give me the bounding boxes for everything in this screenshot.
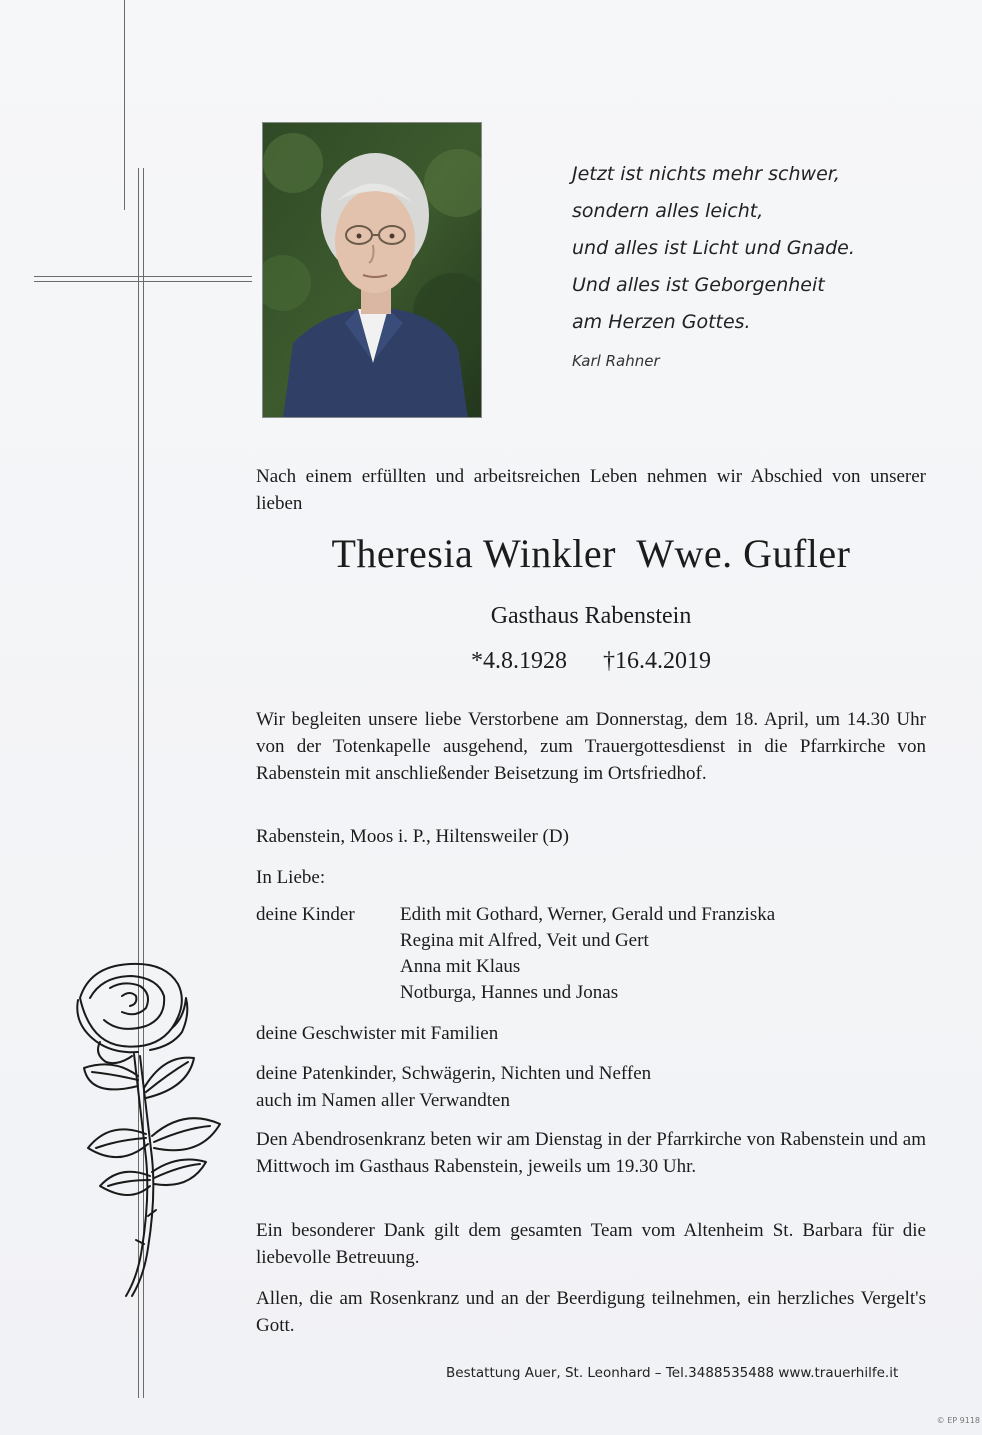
relatives-text: auch im Namen aller Verwandten <box>256 1090 510 1111</box>
poem <box>572 156 952 341</box>
poem-line: sondern alles leicht, <box>572 200 764 222</box>
children-line: Regina mit Alfred, Veit und Gert <box>400 930 649 951</box>
godchildren-block <box>256 1060 926 1114</box>
children-line: Notburga, Hannes und Jonas <box>400 982 619 1003</box>
rosary-text: Den Abendrosenkranz beten wir am Dienstag in der Pfarrkirche von Rabenstein und am Mittwoch im Gasthaus Rabenstein, jeweils um 19.30 Uhr. <box>256 1129 926 1177</box>
godchildren-text: deine Patenkinder, Schwägerin, Nichten und Neffen <box>256 1063 652 1084</box>
places-text: Rabenstein, Moos i. P., Hiltensweiler (D) <box>256 826 569 847</box>
cross-line <box>124 0 125 210</box>
subtitle: Gasthaus Rabenstein <box>490 603 692 629</box>
children-line: Anna mit Klaus <box>400 956 521 977</box>
children-label: deine Kinder <box>256 904 355 925</box>
death-date: †16.4.2019 <box>603 648 711 674</box>
in-liebe-label: In Liebe: <box>256 867 326 888</box>
funeral-text: Wir begleiten unsere liebe Verstorbene am Donnerstag, dem 18. April, um 14.30 Uhr von der Totenkapelle ausgehend, zum Trauergottesdienst in die Pfarrkirche von Rabenstein mit anschließender Beisetzung im Ortsfriedhof. <box>256 709 926 784</box>
siblings-text: deine Geschwister mit Familien <box>256 1023 499 1044</box>
poem-line: und alles ist Licht und Gnade. <box>572 237 855 259</box>
cross-horizontal <box>34 276 252 282</box>
footer-text: Bestattung Auer, St. Leonhard – Tel.3488535488 www.trauerhilfe.it <box>446 1365 899 1381</box>
poem-author: Karl Rahner <box>572 352 660 370</box>
poem-line: am Herzen Gottes. <box>572 311 751 333</box>
birth-date: *4.8.1928 <box>471 648 567 674</box>
intro-text: Nach einem erfüllten und arbeitsreichen Leben nehmen wir Abschied von unserer lieben <box>256 466 926 514</box>
closing-text: Allen, die am Rosenkranz und an der Beerdigung teilnehmen, ein herzliches Vergelt's Gott. <box>256 1288 926 1336</box>
portrait-photo <box>262 122 482 418</box>
life-dates <box>256 648 926 675</box>
poem-line: Jetzt ist nichts mehr schwer, <box>572 163 840 185</box>
children-names <box>400 902 775 1006</box>
print-code: © EP 9118 <box>936 1416 980 1425</box>
children-line: Edith mit Gothard, Werner, Gerald und Franziska <box>400 904 776 925</box>
poem-line: Und alles ist Geborgenheit <box>572 274 825 296</box>
rose-icon <box>60 958 240 1298</box>
thanks-text: Ein besonderer Dank gilt dem gesamten Team vom Altenheim St. Barbara für die liebevolle Betreuung. <box>256 1220 926 1268</box>
deceased-name: Theresia Winkler Wwe. Gufler <box>331 531 851 576</box>
